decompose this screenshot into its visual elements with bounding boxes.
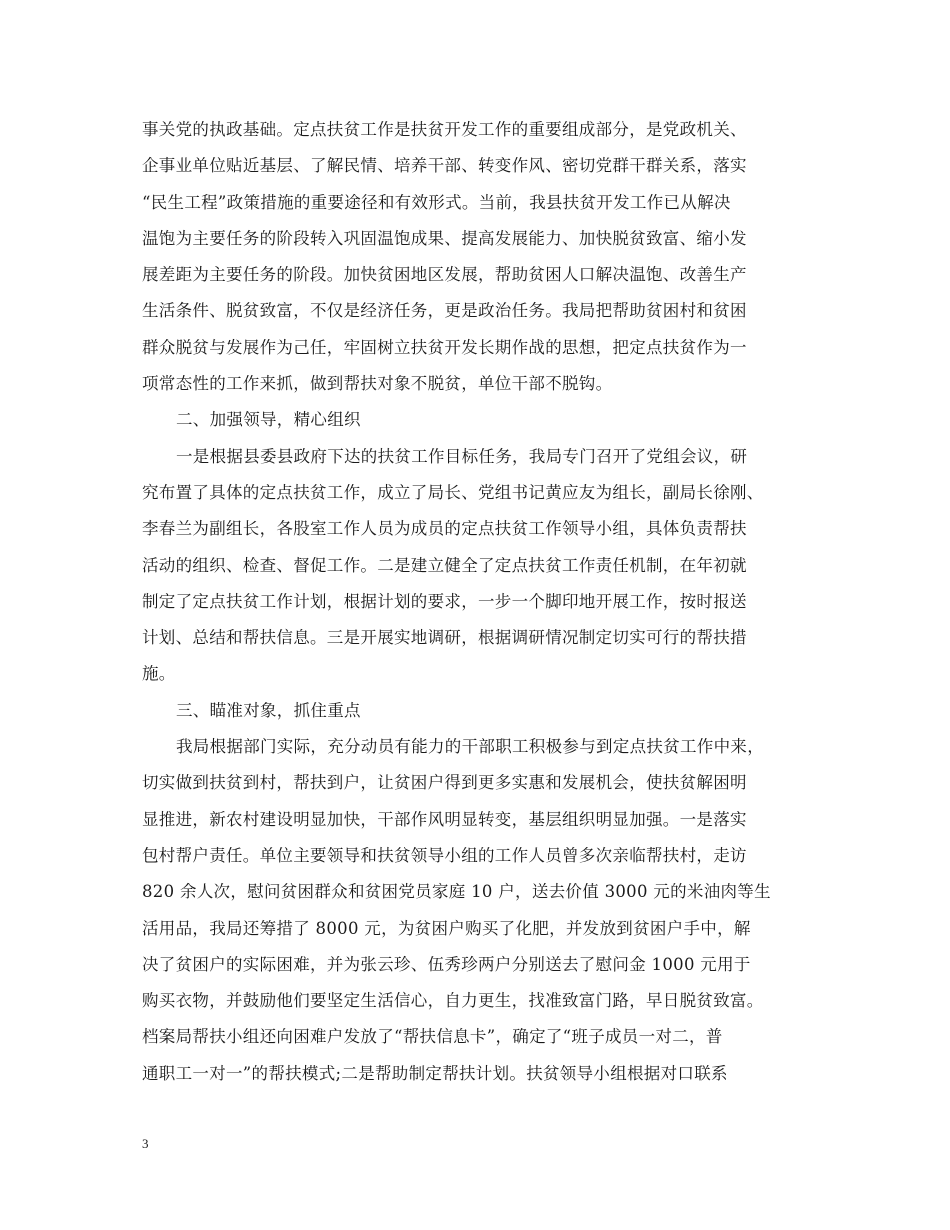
text-line: 企事业单位贴近基层、了解民情、培养干部、转变作风、密切党群干群关系，落实: [142, 156, 747, 176]
text-line: 显推进，新农村建设明显加快，干部作风明显转变，基层组织明显加强。一是落实: [142, 809, 747, 829]
text-line: 购买衣物，并鼓励他们要坚定生活信心，自力更生，找准致富门路，早日脱贫致富。: [142, 991, 764, 1011]
text-line: 施。: [142, 664, 176, 684]
text-line: 事关党的执政基础。定点扶贫工作是扶贫开发工作的重要组成部分，是党政机关、: [142, 120, 747, 139]
text-line: 我局根据部门实际，充分动员有能力的干部职工积极参与到定点扶贫工作中来，: [176, 737, 764, 757]
text-line: 活动的组织、检查、督促工作。二是建立健全了定点扶贫工作责任机制，在年初就: [142, 555, 747, 575]
text-line: 生活条件、脱贫致富，不仅是经济任务，更是政治任务。我局把帮助贫困村和贫困: [142, 301, 747, 321]
text-line: 究布置了具体的定点扶贫工作，成立了局长、党组书记黄应友为组长，副局长徐刚、: [142, 482, 764, 502]
text-line: 温饱为主要任务的阶段转入巩固温饱成果、提高发展能力、加快脱贫致富、缩小发: [142, 228, 747, 248]
text-line: 820 余人次，慰问贫困群众和贫困党员家庭 10 户，送去价值 3000 元的米油肉等生: [142, 882, 771, 902]
text-line: 李春兰为副组长，各股室工作人员为成员的定点扶贫工作领导小组，具体负责帮扶: [142, 519, 747, 539]
text-line: 展差距为主要任务的阶段。加快贫困地区发展，帮助贫困人口解决温饱、改善生产: [142, 265, 747, 285]
text-line: 群众脱贫与发展作为己任，牢固树立扶贫开发长期作战的思想，把定点扶贫作为一: [142, 337, 747, 357]
text-line: 制定了定点扶贫工作计划，根据计划的要求，一步一个脚印地开展工作，按时报送: [142, 591, 747, 611]
text-line: 档案局帮扶小组还向困难户发放了“帮扶信息卡”，确定了“班子成员一对二，普: [142, 1027, 723, 1047]
text-line: 通职工一对一”的帮扶模式;二是帮助制定帮扶计划。扶贫领导小组根据对口联系: [142, 1063, 728, 1083]
text-line: 三、瞄准对象，抓住重点: [176, 700, 361, 720]
document-body: [142, 112, 814, 1092]
text-line: 一是根据县委县政府下达的扶贫工作目标任务，我局专门召开了党组会议，研: [176, 446, 748, 466]
text-line: 决了贫困户的实际困难，并为张云珍、伍秀珍两户分别送去了慰问金 1000 元用于: [142, 954, 751, 974]
page-number: 3: [142, 1136, 149, 1151]
text-line: 包村帮户责任。单位主要领导和扶贫领导小组的工作人员曾多次亲临帮扶村，走访: [142, 845, 747, 865]
text-line: 切实做到扶贫到村，帮扶到户，让贫困户得到更多实惠和发展机会，使扶贫解困明: [142, 773, 747, 793]
text-line: 活用品，我局还筹措了 8000 元，为贫困户购买了化肥，并发放到贫困户手中，解: [142, 918, 751, 938]
text-line: 项常态性的工作来抓，做到帮扶对象不脱贫，单位干部不脱钩。: [142, 374, 613, 394]
text-line: “民生工程”政策措施的重要途径和有效形式。当前，我县扶贫开发工作已从解决: [142, 192, 731, 212]
text-line: 二、加强领导，精心组织: [176, 410, 361, 430]
text-line: 计划、总结和帮扶信息。三是开展实地调研，根据调研情况制定切实可行的帮扶措: [142, 628, 747, 648]
